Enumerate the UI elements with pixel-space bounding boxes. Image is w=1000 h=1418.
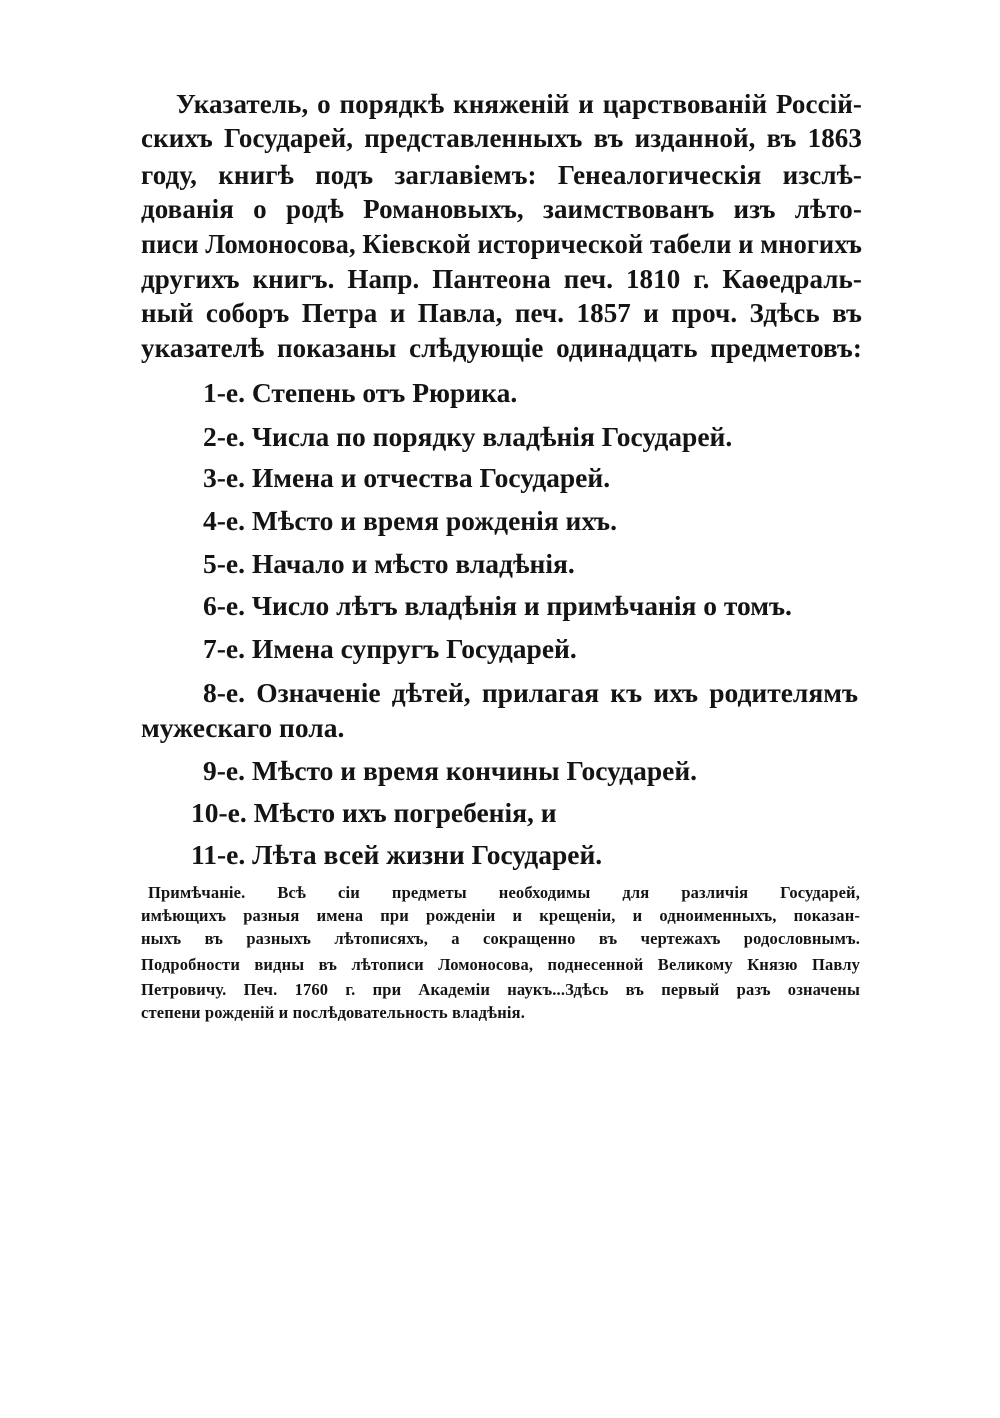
footnote-line: Подробности видны въ лѣтописи Ломоносова, поднесенной Великому Князю Павлу	[141, 955, 860, 974]
list-item: 4-е. Мѣсто и время рожденія ихъ.	[203, 505, 617, 536]
list-item: 5-е. Начало и мѣсто владѣнія.	[203, 548, 575, 579]
list-item: 8-е. Означеніе дѣтей, прилагая къ ихъ родителямъ	[203, 677, 858, 708]
list-item: 3-е. Имена и отчества Государей.	[203, 462, 611, 493]
list-item: 11-е. Лѣта всей жизни Государей.	[191, 839, 603, 870]
footnote-line: имѣющихъ разныя имена при рожденіи и крещеніи, и одноименныхъ, показан-	[141, 906, 860, 925]
footnote-line: Петровичу. Печ. 1760 г. при Академіи наукъ...Здѣсь въ первый разъ означены	[141, 980, 860, 999]
intro-line: ный соборъ Петра и Павла, печ. 1857 и проч. Здѣсь въ	[141, 298, 862, 328]
list-item: 10-е. Мѣсто ихъ погребенія, и	[191, 797, 557, 828]
footnote-line: ныхъ въ разныхъ лѣтописяхъ, а сокращенно въ чертежахъ родословнымъ.	[141, 929, 860, 948]
intro-line: скихъ Государей, представленныхъ въ изданной, въ 1863	[141, 123, 862, 153]
intro-line: дованія о родѣ Романовыхъ, заимствованъ изъ лѣто-	[141, 194, 862, 224]
list-item: 6-е. Число лѣтъ владѣнія и примѣчанія о томъ.	[203, 590, 792, 621]
footnote-line: степени рожденій и послѣдовательность владѣнія.	[141, 1003, 525, 1022]
intro-line: другихъ книгъ. Напр. Пантеона печ. 1810 г. Каѳедраль-	[141, 264, 862, 294]
list-item: 1-е. Степень отъ Рюрика.	[203, 377, 518, 408]
intro-line: указателѣ показаны слѣдующіе одинадцать предметовъ:	[141, 333, 862, 363]
footnote-line: Примѣчаніе. Всѣ сіи предметы необходимы для различія Государей,	[148, 883, 860, 902]
list-item: 7-е. Имена супругъ Государей.	[203, 633, 577, 664]
intro-line: писи Ломоносова, Кіевской исторической табели и многихъ	[141, 229, 862, 259]
intro-line: году, книгѣ подъ заглавіемъ: Генеалогическія изслѣ-	[141, 160, 862, 190]
intro-line: Указатель, о порядкѣ княженій и царствованій Россій-	[176, 89, 862, 119]
list-item: 2-е. Числа по порядку владѣнія Государей.	[203, 421, 733, 452]
list-item: 9-е. Мѣсто и время кончины Государей.	[203, 755, 698, 786]
list-item-continuation: мужескаго пола.	[141, 712, 345, 743]
